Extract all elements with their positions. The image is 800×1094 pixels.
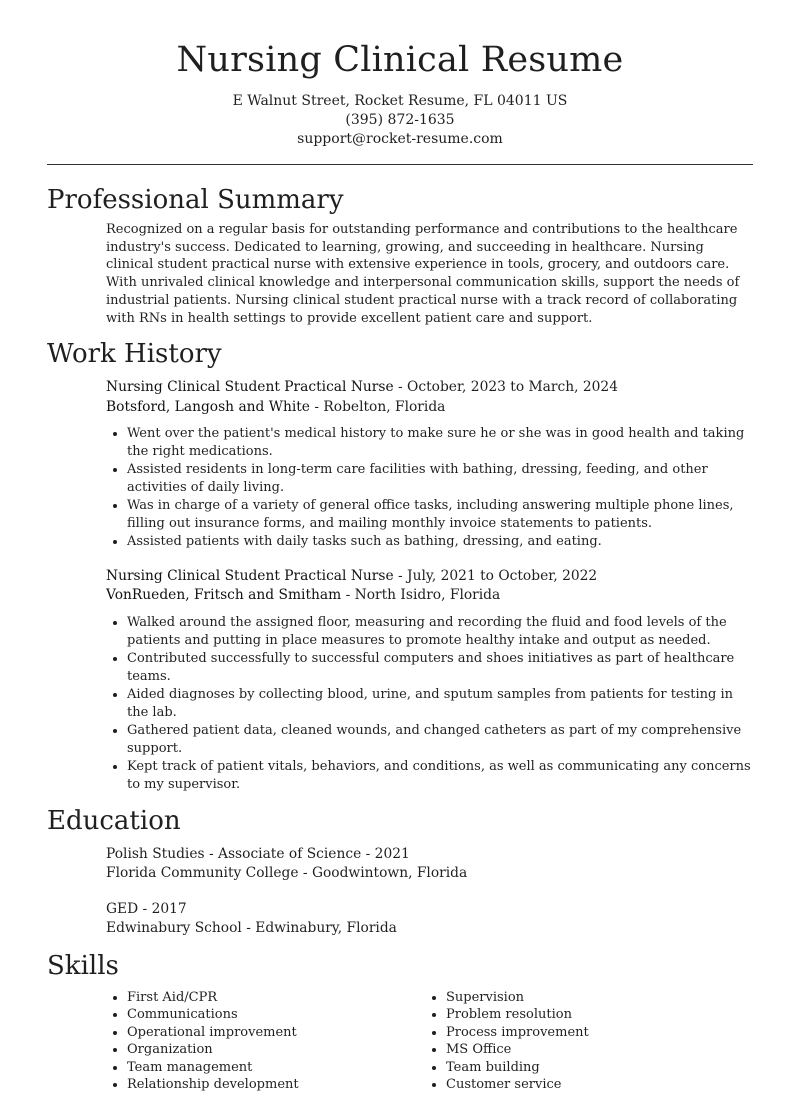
job-duties-list [106,425,752,551]
education-entry [106,900,800,939]
school-location: - Goodwintown, Florida [299,865,468,881]
job-dates: - October, 2023 to March, 2024 [394,379,618,395]
skill-item: • Team management [127,1059,425,1077]
education-entry [106,845,800,884]
job-location: - North Isidro, Florida [341,587,500,603]
school-line [106,919,800,939]
degree-line: GED - 2017 [106,900,800,920]
list-item: • Aided diagnoses by collecting blood, urine, and sputum samples from patients for testing in the lab. [127,686,752,722]
degree-line: Polish Studies - Associate of Science - 2021 [106,845,800,865]
job-entry [0,378,800,551]
skills-section [0,949,800,1094]
job-duties-list [106,614,752,794]
job-company-line [106,398,752,418]
school-line [106,864,800,884]
job-company: Botsford, Langosh and White [106,399,310,415]
skill-item: • Supervision [446,989,744,1007]
job-dates: - July, 2021 to October, 2022 [394,568,598,584]
school-location: - Edwinabury, Florida [242,920,397,936]
skills-list-right [425,989,744,1094]
skills-heading: Skills [0,949,800,983]
job-company-line [106,586,752,606]
job-company: VonRueden, Fritsch and Smitham [106,587,341,603]
job-location: - Robelton, Florida [310,399,445,415]
skill-item: • Team building [446,1059,744,1077]
job-title-line [106,567,752,587]
skill-item: • Relationship development [127,1076,425,1094]
list-item: • Assisted patients with daily tasks such as bathing, dressing, and eating. [127,533,752,551]
work-history-heading: Work History [0,337,800,371]
resume-header [0,0,800,149]
list-item: • Assisted residents in long-term care facilities with bathing, dressing, feeding, and other activities of daily living. [127,461,752,497]
list-item: • Went over the patient's medical history to make sure he or she was in good health and taking the right medications. [127,425,752,461]
skill-item: • Customer service [446,1076,744,1094]
education-section [0,804,800,939]
list-item: • Walked around the assigned floor, measuring and recording the fluid and food levels of the patients and putting in place measures to promote healthy intake and output as needed. [127,614,752,650]
summary-heading: Professional Summary [0,183,800,217]
list-item: • Gathered patient data, cleaned wounds, and changed catheters as part of my comprehensive support. [127,722,752,758]
contact-address: E Walnut Street, Rocket Resume, FL 04011 US [0,92,800,111]
skills-list-left [106,989,425,1094]
skill-item: • MS Office [446,1041,744,1059]
resume-title: Nursing Clinical Resume [0,40,800,80]
skill-item: • Process improvement [446,1024,744,1042]
job-title: Nursing Clinical Student Practical Nurse [106,379,394,395]
school-name: Edwinabury School [106,920,242,936]
skill-item: • First Aid/CPR [127,989,425,1007]
skill-item: • Problem resolution [446,1006,744,1024]
job-title-line [106,378,752,398]
school-name: Florida Community College [106,865,299,881]
skill-item: • Communications [127,1006,425,1024]
contact-email: support@rocket-resume.com [0,130,800,149]
education-heading: Education [0,804,800,838]
summary-section [0,183,800,327]
contact-phone: (395) 872-1635 [0,111,800,130]
summary-text: Recognized on a regular basis for outstanding performance and contributions to the healthcare industry's success. Dedicated to learning, growing, and succeeding in healthcare. Nursing clinical student practical nurse with extensive experience in tools, grocery, and outdoors care. With unrivaled clinical knowledge and interpersonal communication skills, support the needs of industrial patients. Nursing clinical student practical nurse with a track record of collaborating with RNs in health settings to provide excellent patient care and support. [0,217,800,327]
job-entry [0,567,800,794]
skill-item: • Operational improvement [127,1024,425,1042]
skills-columns [0,989,800,1094]
list-item: • Contributed successfully to successful computers and shoes initiatives as part of healthcare teams. [127,650,752,686]
education-list [0,845,800,939]
list-item: • Was in charge of a variety of general office tasks, including answering multiple phone lines, filling out insurance forms, and mailing monthly invoice statements to patients. [127,497,752,533]
work-history-section [0,337,800,793]
skill-item: • Organization [127,1041,425,1059]
job-title: Nursing Clinical Student Practical Nurse [106,568,394,584]
list-item: • Kept track of patient vitals, behaviors, and conditions, as well as communicating any concerns to my supervisor. [127,758,752,794]
header-divider [47,164,753,165]
